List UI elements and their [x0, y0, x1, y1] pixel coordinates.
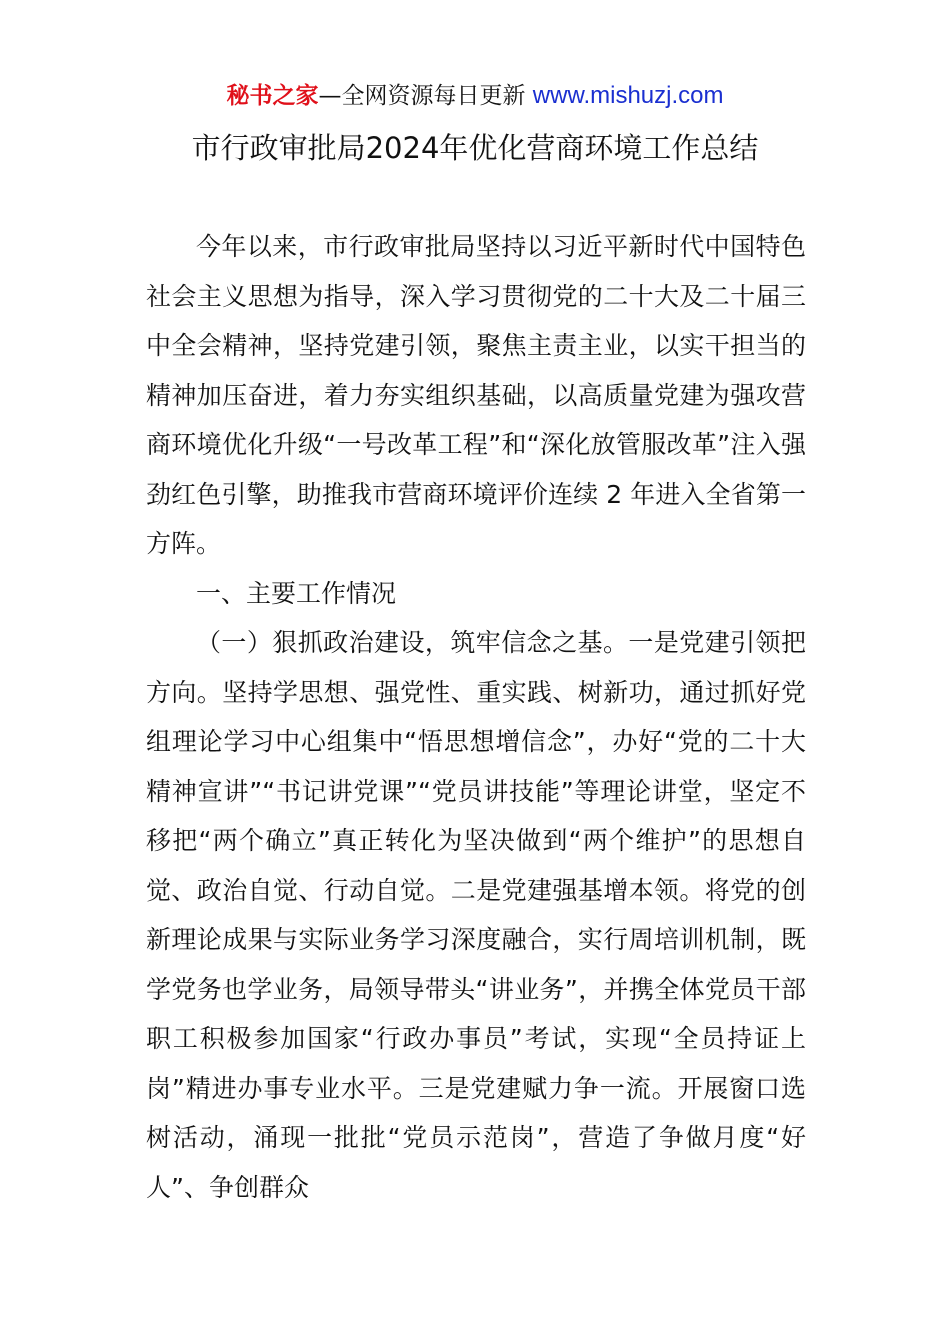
site-tagline: —全网资源每日更新: [318, 83, 533, 109]
site-url-link[interactable]: www.mishuzj.com: [532, 82, 724, 109]
document-body: [146, 222, 806, 1212]
site-brand: 秘书之家: [226, 83, 319, 109]
section-paragraph: （一）狠抓政治建设，筑牢信念之基。一是党建引领把方向。坚持学思想、强党性、重实践、树新功，通过抓好党组理论学习中心组集中“悟思想增信念”，办好“党的二十大精神宣讲”“书记讲党课”“党员讲技能”等理论讲堂，坚定不移把“两个确立”真正转化为坚决做到“两个维护”的思想自觉、政治自觉、行动自觉。二是党建强基增本领。将党的创新理论成果与实际业务学习深度融合，实行周培训机制，既学党务也学业务，局领导带头“讲业务”，并携全体党员干部职工积极参加国家“行政办事员”考试，实现“全员持证上岗”精进办事专业水平。三是党建赋力争一流。开展窗口选树活动，涌现一批批“党员示范岗”，营造了争做月度“好人”、争创群众: [146, 628, 806, 1202]
section-heading: 一、主要工作情况: [196, 578, 397, 608]
site-banner: [0, 80, 950, 112]
document-title: 市行政审批局2024年优化营商环境工作总结: [191, 131, 759, 165]
intro-paragraph: 今年以来，市行政审批局坚持以习近平新时代中国特色社会主义思想为指导，深入学习贯彻党的二十大及二十届三中全会精神，坚持党建引领，聚焦主责主业，以实干担当的精神加压奋进，着力夯实组织基础，以高质量党建为强攻营商环境优化升级“一号改革工程”和“深化放管服改革”注入强劲红色引擎，助推我市营商环境评价连续 2 年进入全省第一方阵。: [146, 232, 806, 558]
